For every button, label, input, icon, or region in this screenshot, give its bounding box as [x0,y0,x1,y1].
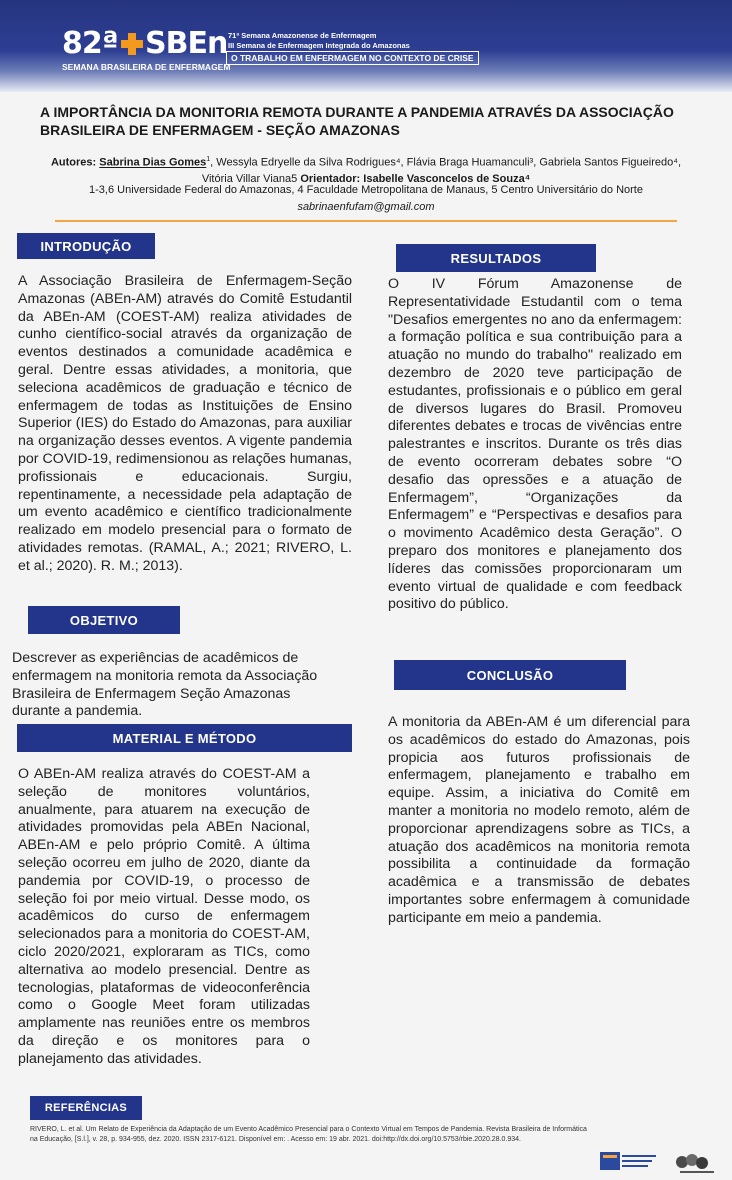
metodo-text: O ABEn-AM realiza através do COEST-AM a seleção de monitores voluntários, anualmente, para atuarem na execução de atividades promovidas pela ABEn Nacional, ABEn-AM e pelo próprio Comitê. A última seleção ocorreu em julho de 2020, diante da pandemia por COVID-19, o processo de seleção foi por meio virtual. Desse modo, os acadêmicos do curso de enfermagem selecionados para a monitoria do COEST-AM, ciclo 2020/2021, exploraram as TICs, como alternativa ao modelo presencial. Dentre as tecnologias, plataformas de videoconferência como o Google Meet foram utilizadas amplamente nas reuniões entre os membros da direção e os monitores para o planejamento das atividades. [18,766,310,1067]
conclusao-text: A monitoria da ABEn-AM é um diferencial para os acadêmicos do estado do Amazonas, pois propicia aos futuros profissionais de enfermagem, planejamento e trabalho em equipe. Assim, a iniciativa do Comitê em manter a monitoria no modelo remoto, além de proporcionar aprendizagens sobre as TICs, a atuação dos acadêmicos na monitoria remota possibilita a continuidade da formação acadêmica e a transmissão de debates importantes sobre enfermagem à comunidade participante em meio a pandemia. [388,714,690,926]
first-author-sup: 1 [206,156,211,163]
section-label-resultados: RESULTADOS [396,244,596,272]
other-authors: , Wessyla Edryelle da Silva Rodrigues⁴, Flávia Braga Huamanculi³, Gabriela Santos Figueiredo⁴, [210,156,682,169]
resultados-text: O IV Fórum Amazonense de Representatividade Estudantil com o tema "Desafios emergentes no ano da enfermagem: a formação política e sua contribuição para a atuação no mundo do trabalho" realizado em dezembro de 2020 teve participação de estudantes, profissionais e o público em geral de diversos lugares do Brasil. Promoveu diferentes debates e trocas de vivências entre palestrantes e inscritos. Durante os três dias de evento ocorreram debates sobre “O desafio das opressões e a atuação de Enfermagem”, “Organizações da Enfermagem” e “Perspectivas e desafios para o movimento Acadêmico desta Geração”. O preparo dos monitores e planejamento dos líderes das comissões proporcionaram um evento virtual de qualidade e com feedback positivo do público. [388,276,682,613]
logo-subtitle: SEMANA BRASILEIRA DE ENFERMAGEM [62,62,231,72]
event-line-1: 71ª Semana Amazonense de Enfermagem [228,31,377,40]
section-label-objetivo: OBJETIVO [28,606,180,634]
section-label-conclusao: CONCLUSÃO [394,660,626,690]
institutions: 1-3,6 Universidade Federal do Amazonas, 4 Faculdade Metropolitana de Manaus, 5 Centro Universitário do Norte [89,184,643,196]
authors-block [20,152,712,187]
association-logo-icon [600,1150,660,1174]
event-theme: O TRABALHO EM ENFERMAGEM NO CONTEXTO DE CRISE [226,51,479,65]
poster-title: A IMPORTÂNCIA DA MONITORIA REMOTA DURANTE A PANDEMIA ATRAVÉS DA ASSOCIAÇÃO BRASILEIRA DE ENFERMAGEM - SEÇÃO AMAZONAS [40,104,674,138]
intro-text: A Associação Brasileira de Enfermagem-Seção Amazonas (ABEn-AM) através do Comitê Estudantil da ABEn-AM (COEST-AM) realiza atividades de cunho científico-social através da organização de eventos destinados a comunidade acadêmica e geral. Dentre essas atividades, a monitoria, que seleciona acadêmicos de graduação e técnico de enfermagem de todas as Instituições de Ensino Superior (IES) do Estado do Amazonas, para auxiliar na organização desses eventos. A vigente pandemia por COVID-19, redimensionou as relações humanas, profissionais e educacionais. Surgiu, repentinamente, a necessidade pela adaptação de um evento acadêmico e científico tradicionalmente realizado em modelo presencial para o formato de atividades remotas. (RAMAL, A.; 2021; RIVERO, L. et al.; 2020). R. M.; 2013). [18,273,352,574]
event-line-2: III Semana de Enfermagem Integrada do Amazonas [228,41,410,50]
author-line-2: Vitória Villar Viana5 [201,172,298,185]
advisor-label: Orientador: [300,172,361,185]
references-text: RIVERO, L. et al. Um Relato de Experiência da Adaptação de um Evento Acadêmico Presencial para o Contexto Virtual em Tempos de Pandemia. Revista Brasileira de Informática na Educação, [S.l.], v. 28, p. 934-955, dez. 2020. ISSN 2317-6121. Disponível em: . Acesso em: 19 abr. 2021. doi:http://dx.doi.org/10.5753/rbie.2020.28.0.934. [30,1126,587,1143]
advisor-name: Isabelle Vasconcelos de Souza⁴ [363,172,531,185]
section-label-metodo: MATERIAL E MÉTODO [17,724,352,752]
section-label-introducao: INTRODUÇÃO [17,233,155,259]
objetivo-text: Descrever as experiências de acadêmicos de enfermagem na monitoria remota da Associação Brasileira de Enfermagem Seção Amazonas durante a pandemia. [12,650,318,720]
authors-label: Autores: [50,156,97,169]
logo-number: 82ª [62,26,118,61]
divider-line [55,220,677,222]
cross-icon [121,33,143,55]
logo-brand: SBEn [145,26,228,61]
contact-email: sabrinaenfufam@gmail.com [297,201,435,213]
header-banner [0,0,732,92]
committee-logo-icon [672,1150,720,1176]
section-label-referencias: REFERÊNCIAS [30,1096,142,1120]
first-author: Sabrina Dias Gomes [99,156,207,169]
